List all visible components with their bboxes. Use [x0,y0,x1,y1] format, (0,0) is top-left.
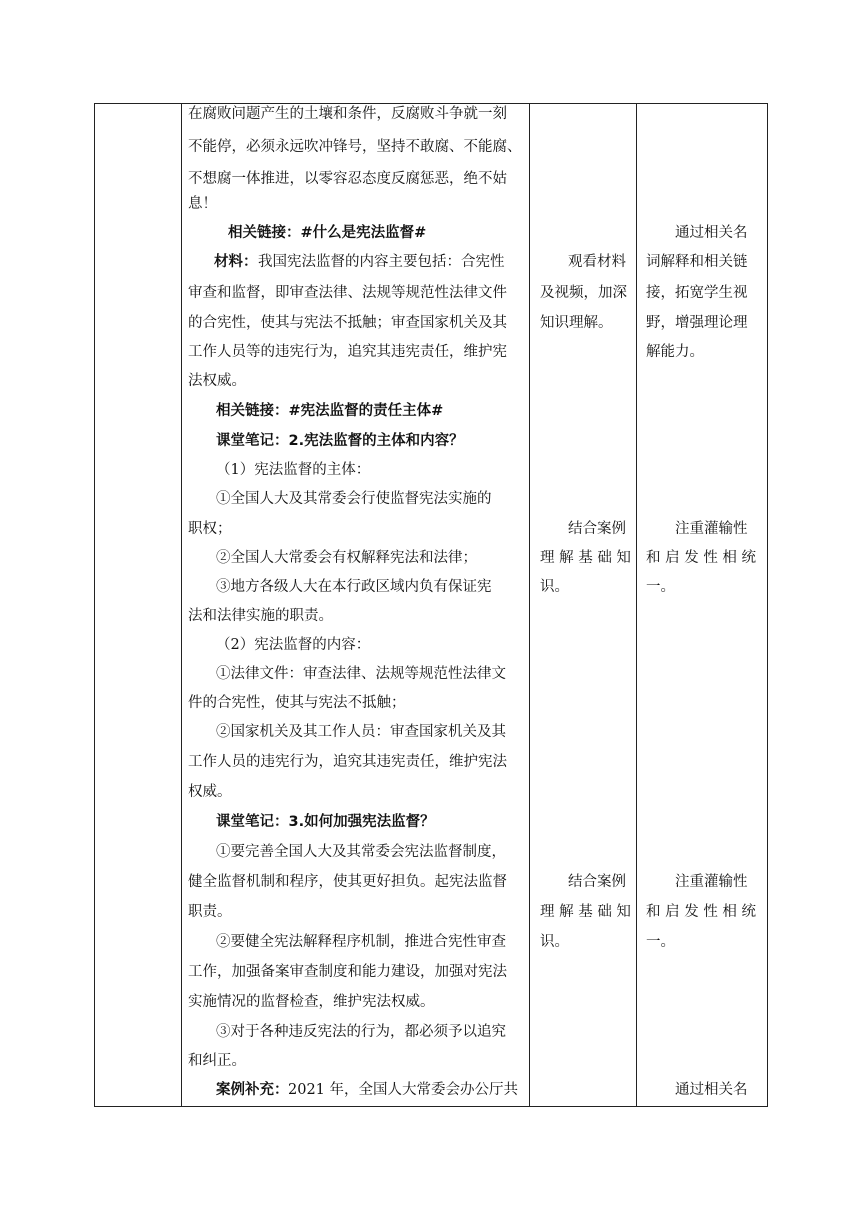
case-supplement-label: 案例补充： [216,1082,289,1098]
text-line: 权威。 [188,784,232,800]
text-line: 结合案例 [568,874,626,890]
text-line: ①全国人大及其常委会行使监督宪法实施的 [216,491,492,507]
text-line: ①法律文件：审查法律、法规等规范性法律文 [216,666,506,682]
text-line: 通过相关名 [675,225,748,241]
text-line: 职责。 [188,904,232,920]
text-line: ③对于各种违反宪法的行为，都必须予以追究 [216,1024,506,1040]
text-line: 解能力。 [646,344,704,360]
column-divider [636,104,637,1106]
text-line: 一。 [646,934,675,950]
class-notes-heading: 课堂笔记：2.宪法监督的主体和内容？ [216,433,464,449]
text-line: 的合宪性，使其与宪法不抵触；审查国家机关及其 [188,315,507,331]
text-line: ②要健全宪法解释程序机制，推进合宪性审查 [216,934,506,950]
text-line: 我国宪法监督的内容主要包括：合宪性 [258,254,505,270]
text-line: 野，增强理论理 [646,315,748,331]
text-line: 审查和监督，即审查法律、法规等规范性法律文件 [188,285,507,301]
text-line: ②全国人大常委会有权解释宪法和法律； [216,550,477,566]
text-line: 及视频，加深 [540,285,627,301]
column-divider [181,104,182,1106]
text-line: 词解释和相关链 [646,254,748,270]
text-line: 识。 [540,579,569,595]
text-line: （2）宪法监督的内容： [216,637,371,653]
material-label: 材料： [214,254,258,270]
column-divider [529,104,530,1106]
text-line: 和纠正。 [188,1053,246,1069]
text-line: 在腐败问题产生的土壤和条件，反腐败斗争就一刻 [188,106,507,122]
text-line: 实施情况的监督检查，维护宪法权威。 [188,994,435,1010]
text-line: 知识理解。 [540,315,613,331]
text-line: 不想腐一体推进，以零容忍态度反腐惩恶，绝不姑 [188,171,507,187]
text-line: 法权威。 [188,373,246,389]
text-line: 注重灌输性 [675,521,748,537]
text-line: 识。 [540,934,569,950]
text-line: 工作人员的违宪行为，追究其违宪责任，维护宪法 [188,754,507,770]
related-link-heading: 相关链接：#宪法监督的责任主体# [216,403,444,419]
text-line: 和 启 发 性 相 统 [646,904,757,920]
text-line: 工作人员等的违宪行为，追究其违宪责任，维护宪 [188,344,507,360]
text-line: 不能停，必须永远吹冲锋号，坚持不敢腐、不能腐、 [188,139,522,155]
text-line: 法和法律实施的职责。 [188,608,333,624]
text-line: 一。 [646,579,675,595]
text-line: ②国家机关及其工作人员：审查国家机关及其 [216,724,506,740]
text-line: 注重灌输性 [675,874,748,890]
text-line: 2021 年，全国人大常委会办公厅共 [288,1082,519,1098]
text-line: 息！ [188,196,217,212]
text-line: 接，拓宽学生视 [646,285,748,301]
text-line: （1）宪法监督的主体： [216,462,371,478]
text-line: 工作，加强备案审查制度和能力建设，加强对宪法 [188,964,507,980]
text-line: 件的合宪性，使其与宪法不抵触； [188,695,406,711]
text-line: 理 解 基 础 知 [540,550,631,566]
text-line: ③地方各级人大在本行政区域内负有保证宪 [216,579,492,595]
text-line: 和 启 发 性 相 统 [646,550,757,566]
text-line: 健全监督机制和程序，使其更好担负。起宪法监督 [188,874,507,890]
text-line: 职权； [188,521,232,537]
related-link-heading: 相关链接：#什么是宪法监督# [228,225,427,241]
text-line: 通过相关名 [675,1082,748,1098]
text-line: 结合案例 [568,521,626,537]
text-line: 观看材料 [568,254,626,270]
text-line: ①要完善全国人大及其常委会宪法监督制度， [216,844,506,860]
class-notes-heading: 课堂笔记：3.如何加强宪法监督？ [216,814,435,830]
text-line: 理 解 基 础 知 [540,904,631,920]
